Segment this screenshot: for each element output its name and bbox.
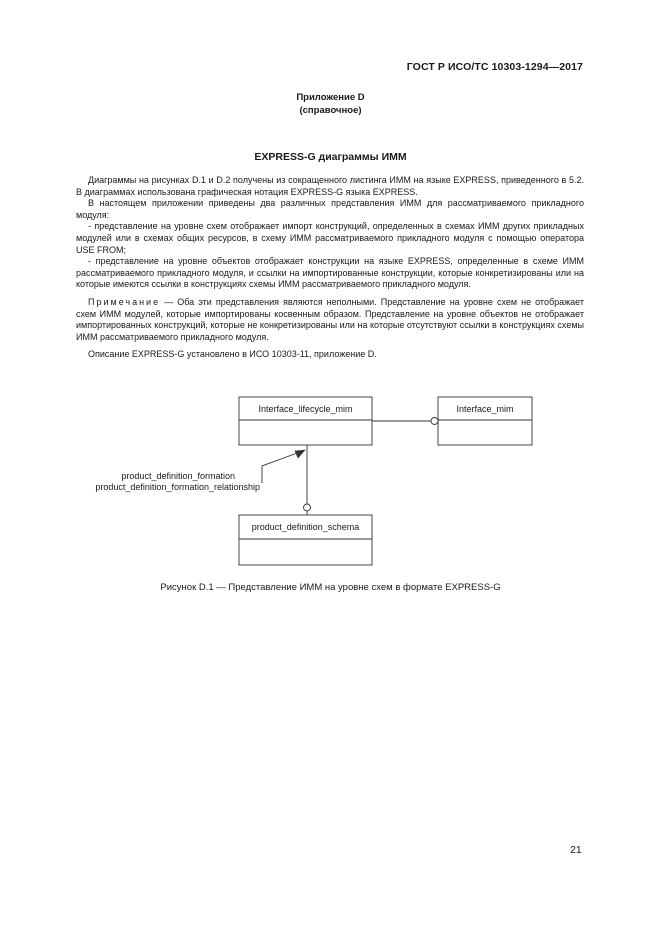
relationship-line-product-definition — [304, 445, 311, 515]
schema-box-lifecycle-label: Interface_lifecycle_mim — [258, 404, 353, 414]
paragraph-text: В настоящем приложении приведены два различных представления ИММ для рассматриваемого прикладного модуля: — [76, 198, 584, 220]
figure-caption: Рисунок D.1 — Представление ИММ на уровне схем в формате EXPRESS-G — [160, 582, 501, 593]
schema-box-product-definition — [239, 515, 372, 565]
schema-box-product-definition-label: product_definition_schema — [251, 522, 360, 532]
note-label: Примечание — [88, 296, 161, 307]
relationship-line-interface — [372, 418, 438, 425]
note-text: — Оба эти представления являются неполными. Представление на уровне схем не отображает схем ИММ модулей, которые импортированы косвенным образом. Представление на уровне объектов не отображает импортированных конструкций, которые не конкретизированы или на которые отсутствуют ссылки в конструкциях схемы ИММ рассматриваемого прикладного модуля. — [76, 296, 584, 342]
list-item-text: - представление на уровне объектов отображает конструкции на языке EXPRESS, определенные в схеме ИММ рассматриваемого прикладного модуля, и ссылки на импортированные конструкции, которые конкретизированы или на которые имеются ссылки в конструкциях схемы ИММ рассматриваемого прикладного модуля. — [76, 256, 584, 290]
schema-box-interface — [438, 397, 532, 445]
list-item-text: - представление на уровне схем отображает импорт конструкций, определенных в схемах ИММ других прикладных модулей или в схемах общих ресурсов, в схему ИММ рассматриваемого прикладного модуля с помощью оператора USE FROM; — [76, 221, 584, 255]
schema-box-interface-label: Interface_mim — [456, 404, 514, 414]
page-number: 21 — [570, 844, 582, 856]
schema-box-lifecycle — [239, 397, 372, 445]
paragraph-text: Диаграммы на рисунках D.1 и D.2 получены из сокращенного листинга ИММ на языке EXPRESS, приведенного в 5.2. В диаграммах использована графическая нотация EXPRESS-G языка EXPRESS. — [76, 175, 584, 197]
reference-text: Описание EXPRESS-G установлено в ИСО 10303-11, приложение D. — [88, 349, 377, 360]
standard-id: ГОСТ Р ИСО/ТС 10303-1294—2017 — [406, 61, 583, 73]
relation-label: product_definition_formation — [121, 471, 235, 481]
section-title: EXPRESS-G диаграммы ИММ — [254, 151, 407, 163]
annex-title: Приложение D — [296, 92, 365, 103]
annex-subtitle: (справочное) — [299, 105, 362, 116]
annotation-pointer — [262, 450, 305, 483]
relation-label: product_definition_formation_relationship — [95, 482, 260, 492]
